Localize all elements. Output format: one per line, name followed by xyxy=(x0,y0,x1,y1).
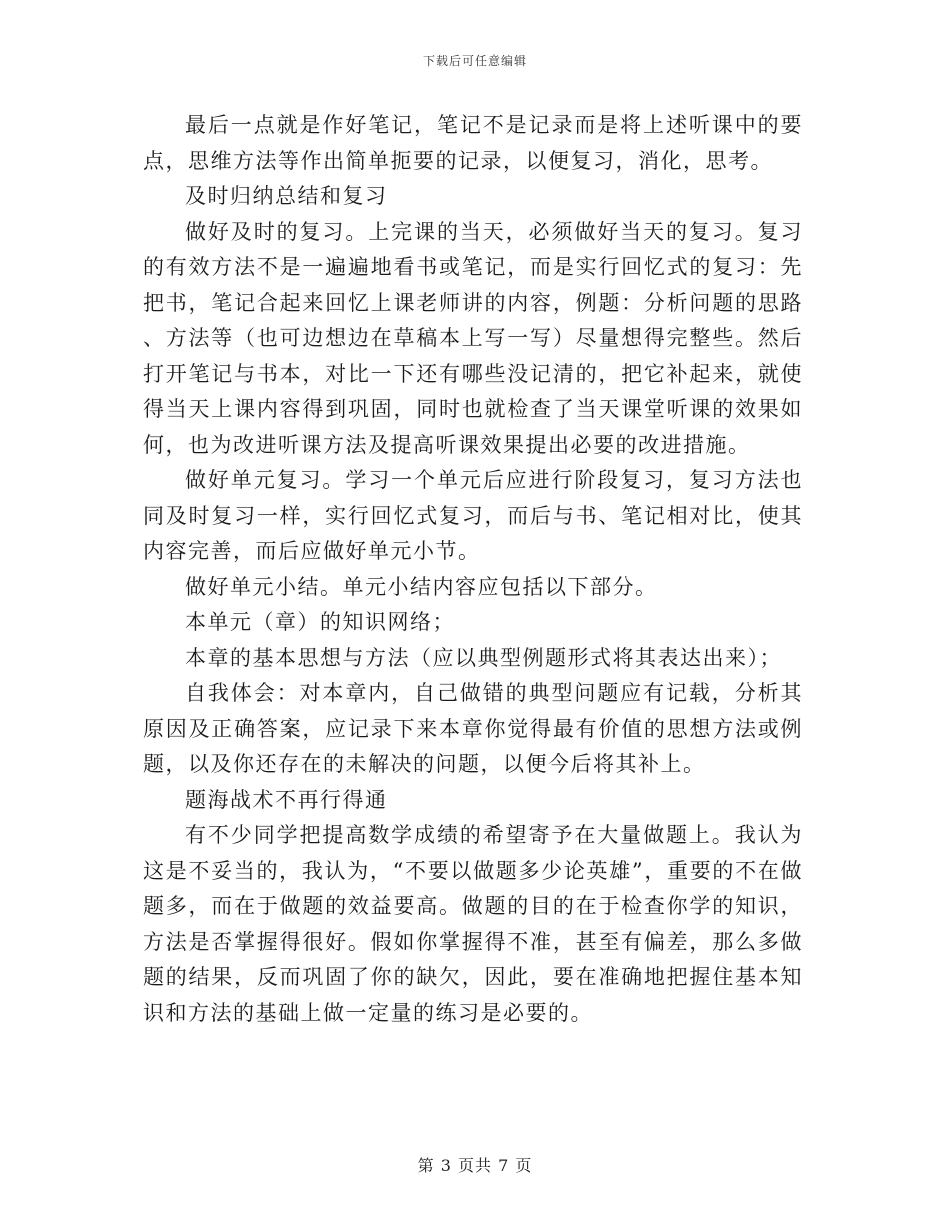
list-item-knowledge-network: 本单元（章）的知识网络； xyxy=(185,610,455,634)
paragraph-unit-summary: 做好单元小结。单元小结内容应包括以下部分。 xyxy=(185,574,658,599)
page-header: 下载后可任意编辑 xyxy=(422,54,527,68)
list-item-methods: 本章的基本思想与方法（应以典型例题形式将其表达出来）； xyxy=(185,645,782,670)
paragraph-note-taking: 最后一点就是作好笔记，笔记不是记录而是将上述听课中的要点，思维方法等作出简单扼要的记录，以便复习，消化，思考。 xyxy=(143,113,803,173)
page-number: 第 3 页共 7 页 xyxy=(417,1156,533,1175)
document-body xyxy=(143,108,803,1031)
heading-review: 及时归纳总结和复习 xyxy=(185,184,388,208)
paragraph-unit-review: 做好单元复习。学习一个单元后应进行阶段复习，复习方法也同及时复习一样，实行回忆式复习，而后与书、笔记相对比，使其内容完善，而后应做好单元小节。 xyxy=(143,468,803,563)
heading-practice: 题海战术不再行得通 xyxy=(185,787,388,812)
paragraph-daily-review: 做好及时的复习。上完课的当天，必须做好当天的复习。复习的有效方法不是一遍遍地看书或笔记，而是实行回忆式的复习：先把书，笔记合起来回忆上课老师讲的内容，例题：分析问题的思路、方法等（也可边想边在草稿本上写一写）尽量想得完整些。然后打开笔记与书本，对比一下还有哪些没记清的，把它补起来，就使得当天上课内容得到巩固，同时也就检查了当天课堂听课的效果如何，也为改进听课方法及提高听课效果提出必要的改进措施。 xyxy=(143,219,803,457)
paragraph-practice: 有不少同学把提高数学成绩的希望寄予在大量做题上。我认为这是不妥当的，我认为，“不要以做题多少论英雄”，重要的不在做题多，而在于做题的效益要高。做题的目的在于检查你学的知识，方法是否掌握得很好。假如你掌握得不准，甚至有偏差，那么多做题的结果，反而巩固了你的缺欠，因此，要在准确地把握住基本知识和方法的基础上做一定量的练习是必要的。 xyxy=(143,823,803,1025)
list-item-self-reflection: 自我体会：对本章内，自己做错的典型问题应有记载，分析其原因及正确答案，应记录下来本章你觉得最有价值的思想方法或例题，以及你还存在的未解决的问题，以便今后将其补上。 xyxy=(143,681,803,776)
